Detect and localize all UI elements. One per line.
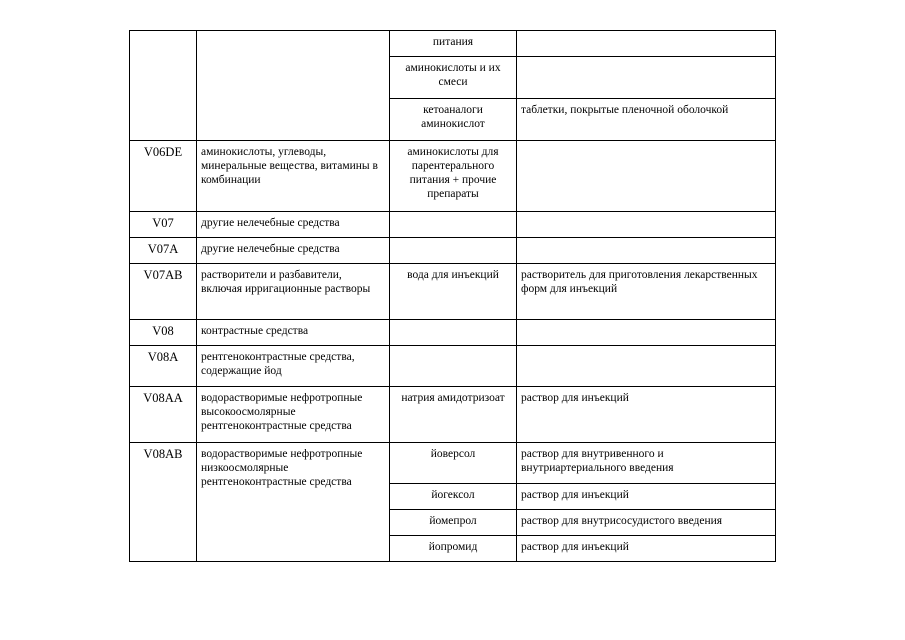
dosage-form-cell: растворитель для приготовления лекарственных форм для инъекций: [517, 264, 776, 320]
dosage-form-cell: [517, 320, 776, 346]
drug-name-cell: питания: [390, 31, 517, 57]
atc-code-cell: V06DE: [130, 141, 197, 212]
table-row: [130, 212, 776, 238]
drug-name-cell: [390, 212, 517, 238]
dosage-form-cell: [517, 31, 776, 57]
atc-code-cell: V08: [130, 320, 197, 346]
dosage-form-cell: [517, 141, 776, 212]
drug-name-cell: аминокислоты и их смеси: [390, 57, 517, 99]
dosage-form-cell: раствор для инъекций: [517, 387, 776, 443]
drug-name-cell: [390, 320, 517, 346]
dosage-form-cell: раствор для внутрисосудистого введения: [517, 510, 776, 536]
atc-code-cell: V08AB: [130, 443, 197, 562]
drug-name-cell: [390, 346, 517, 387]
drug-name-cell: кетоаналоги аминокислот: [390, 99, 517, 141]
dosage-form-cell: таблетки, покрытые пленочной оболочкой: [517, 99, 776, 141]
group-cell: водорастворимые нефротропные низкоосмолярные рентгеноконтрастные средства: [197, 443, 390, 562]
atc-code-cell: [130, 31, 197, 141]
dosage-form-cell: [517, 346, 776, 387]
table-row: [130, 346, 776, 387]
drug-name-cell: йоверсол: [390, 443, 517, 484]
drug-name-cell: аминокислоты для парентерального питания + прочие препараты: [390, 141, 517, 212]
group-cell: аминокислоты, углеводы, минеральные вещества, витамины в комбинации: [197, 141, 390, 212]
drug-classification-table: [129, 30, 776, 562]
drug-name-cell: йогексол: [390, 484, 517, 510]
group-cell: другие нелечебные средства: [197, 212, 390, 238]
group-cell: рентгеноконтрастные средства, содержащие йод: [197, 346, 390, 387]
dosage-form-cell: раствор для инъекций: [517, 536, 776, 562]
group-cell: растворители и разбавители, включая ирригационные растворы: [197, 264, 390, 320]
dosage-form-cell: раствор для инъекций: [517, 484, 776, 510]
atc-code-cell: V08AA: [130, 387, 197, 443]
table-row: [130, 141, 776, 212]
dosage-form-cell: [517, 238, 776, 264]
dosage-form-cell: [517, 57, 776, 99]
drug-name-cell: натрия амидотризоат: [390, 387, 517, 443]
drug-name-cell: вода для инъекций: [390, 264, 517, 320]
dosage-form-cell: раствор для внутривенного и внутриартериального введения: [517, 443, 776, 484]
table-row: [130, 320, 776, 346]
table-row: [130, 443, 776, 484]
group-cell: водорастворимые нефротропные высокоосмолярные рентгеноконтрастные средства: [197, 387, 390, 443]
group-cell: [197, 31, 390, 141]
drug-name-cell: йопромид: [390, 536, 517, 562]
drug-name-cell: [390, 238, 517, 264]
group-cell: контрастные средства: [197, 320, 390, 346]
atc-code-cell: V08A: [130, 346, 197, 387]
atc-code-cell: V07: [130, 212, 197, 238]
drug-name-cell: йомепрол: [390, 510, 517, 536]
atc-code-cell: V07A: [130, 238, 197, 264]
dosage-form-cell: [517, 212, 776, 238]
group-cell: другие нелечебные средства: [197, 238, 390, 264]
table-row: [130, 264, 776, 320]
table-row: [130, 387, 776, 443]
table-row: [130, 238, 776, 264]
atc-code-cell: V07AB: [130, 264, 197, 320]
table-row: [130, 31, 776, 57]
